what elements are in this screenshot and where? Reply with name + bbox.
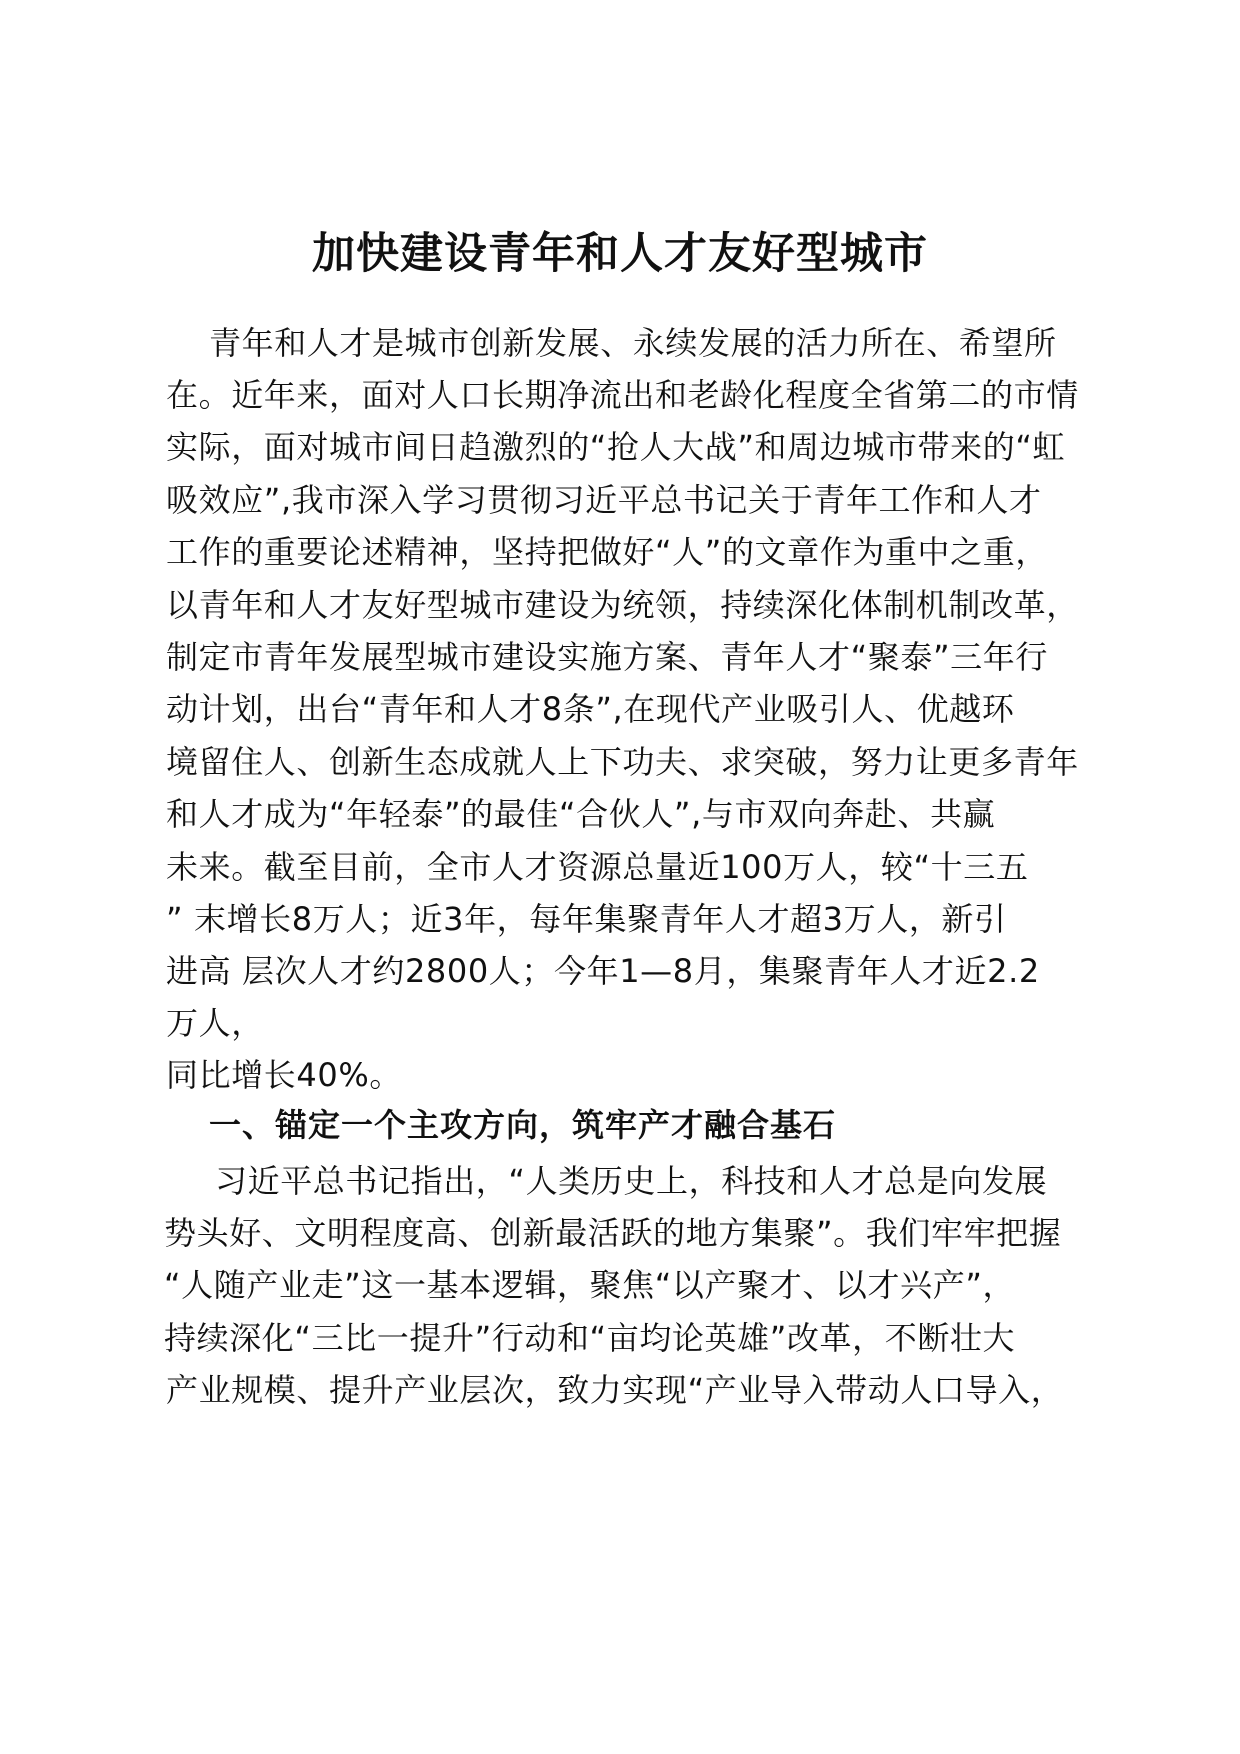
paragraph-2-line: 持续深化“三比一提升”行动和“亩均论英雄”改革，不断壮大 [164, 1319, 1016, 1357]
paragraph-1-line: 吸效应”,我市深入学习贯彻习近平总书记关于青年工作和人才 [166, 481, 1042, 519]
paragraph-1-line: 同比增长40%。 [166, 1056, 402, 1094]
paragraph-1-line: 动计划，出台“青年和人才8条”,在现代产业吸引人、优越环 [166, 690, 1015, 728]
paragraph-1-line: 和人才成为“年轻泰”的最佳“合伙人”,与市双向奔赴、共赢 [166, 795, 996, 833]
paragraph-2-line: 习近平总书记指出，“人类历史上，科技和人才总是向发展 [215, 1162, 1048, 1200]
paragraph-1-line: 未来。截至目前，全市人才资源总量近100万人，较“十三五 [166, 848, 1029, 886]
paragraph-1-line: 制定市青年发展型城市建设实施方案、青年人才“聚泰”三年行 [166, 638, 1048, 676]
paragraph-2-line: “人随产业走”这一基本逻辑，聚焦“以产聚才、以才兴产”， [164, 1266, 1016, 1304]
paragraph-2-line: 势头好、文明程度高、创新最活跃的地方集聚”。我们牢牢把握 [164, 1214, 1062, 1252]
document-title: 加快建设青年和人才友好型城市 [312, 229, 928, 279]
paragraph-1-line: 以青年和人才友好型城市建设为统领，持续深化体制机制改革， [166, 586, 1079, 624]
paragraph-1-line: 实际，面对城市间日趋激烈的“抢人大战”和周边城市带来的“虹 [166, 428, 1066, 466]
paragraph-1-line: 在。近年来，面对人口长期净流出和老龄化程度全省第二的市情 [166, 376, 1079, 414]
paragraph-1-line: 进高 层次人才约2800人；今年1—8月，集聚青年人才近2.2 [166, 952, 1040, 990]
paragraph-2-line: 产业规模、提升产业层次，致力实现“产业导入带动人口导入， [166, 1371, 1064, 1409]
paragraph-1-line: 工作的重要论述精神，坚持把做好“人”的文章作为重中之重， [166, 533, 1048, 571]
section-1-heading: 一、锚定一个主攻方向，筑牢产才融合基石 [209, 1106, 837, 1144]
paragraph-1-line: 万人， [166, 1004, 264, 1042]
paragraph-1-line: 境留住人、创新生态成就人上下功夫、求突破，努力让更多青年 [166, 743, 1079, 781]
paragraph-1-line: ” 末增长8万人；近3年，每年集聚青年人才超3万人，新引 [166, 900, 1007, 938]
paragraph-1-line: 青年和人才是城市创新发展、永续发展的活力所在、希望所 [209, 324, 1057, 362]
